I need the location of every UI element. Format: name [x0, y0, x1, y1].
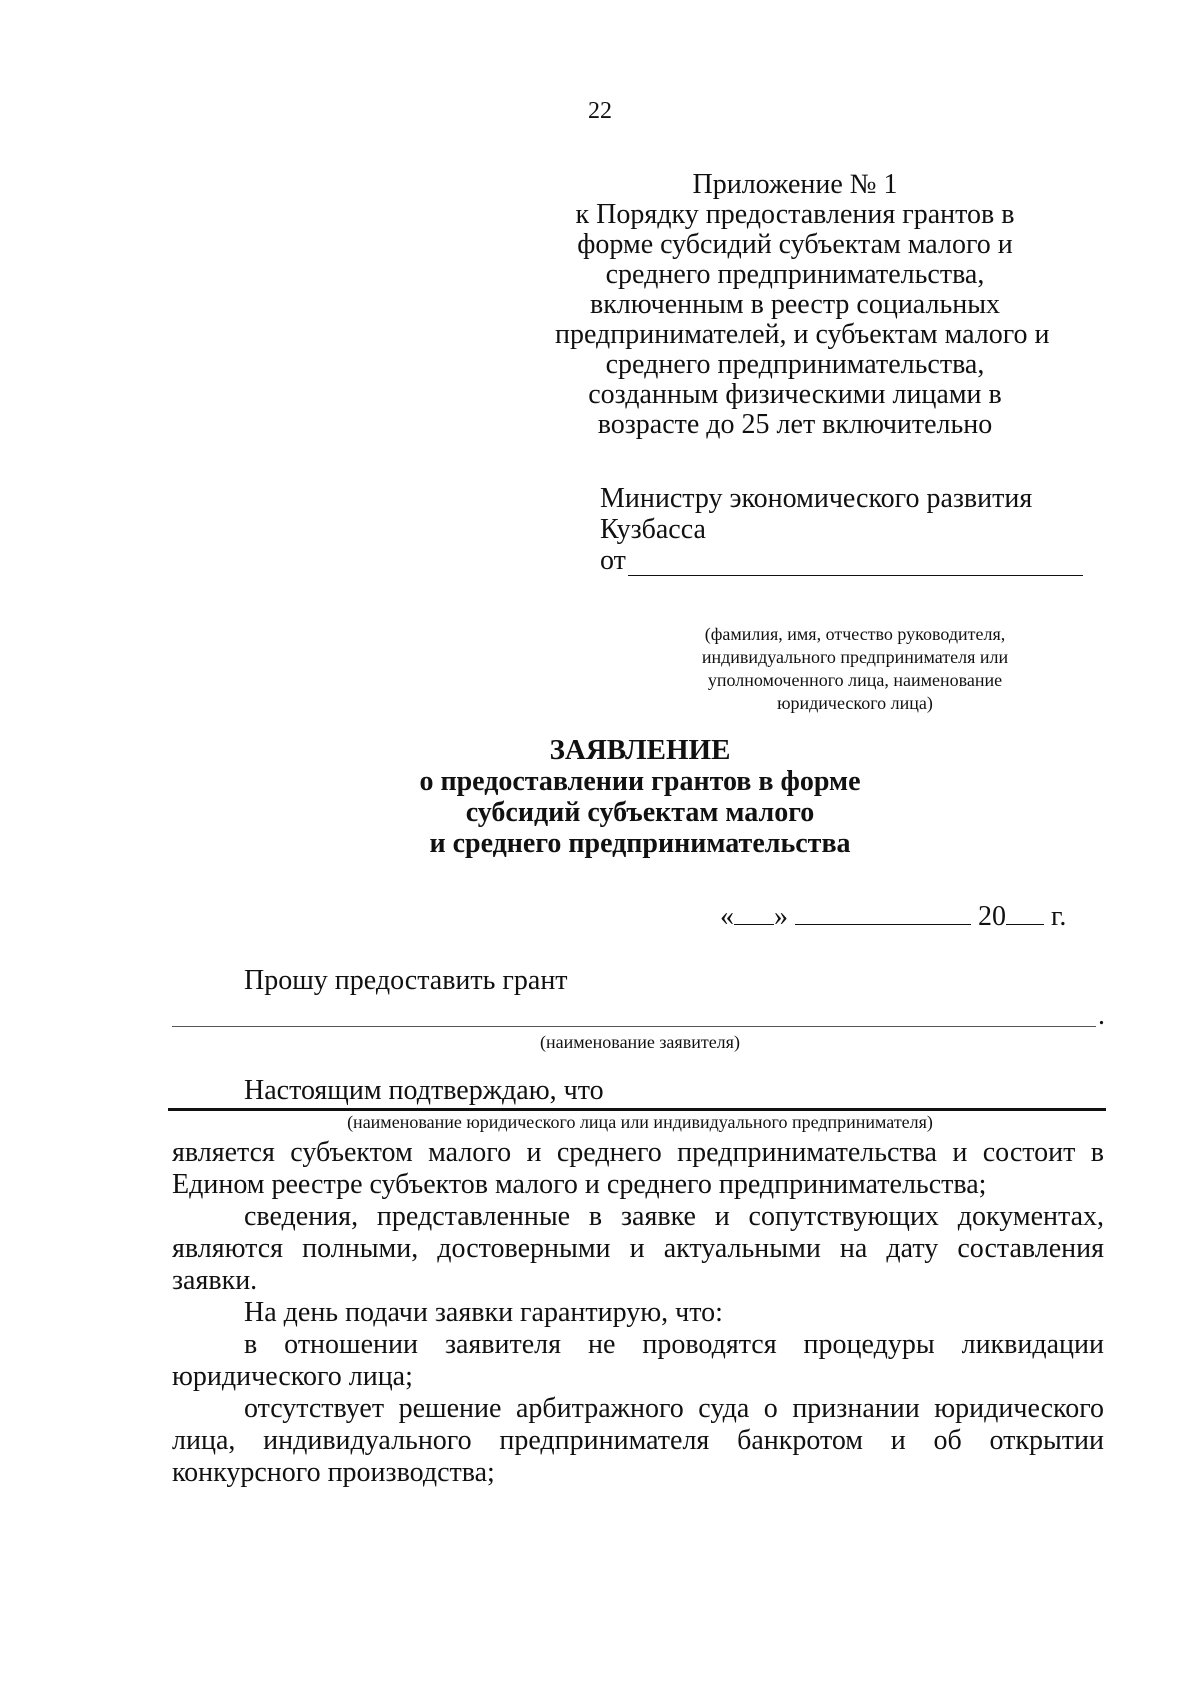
- addressee-caption-line: уполномоченного лица, наименование: [707, 670, 1003, 690]
- addressee-recipient: Министру экономического развития: [600, 483, 1033, 514]
- appendix-line: среднего предпринимательства,: [605, 259, 985, 290]
- appendix-line: к Порядку предоставления грантов в: [575, 199, 1015, 230]
- date-year-prefix: 20: [978, 901, 1006, 932]
- date-day-field[interactable]: [734, 900, 774, 925]
- addressee-caption-line: юридического лица): [777, 693, 933, 713]
- addressee-caption: [635, 623, 1075, 715]
- date-year-suffix: г.: [1051, 901, 1067, 932]
- addressee-block: [600, 483, 1090, 576]
- date-year-field[interactable]: [1006, 900, 1044, 925]
- request-end-mark: .: [1098, 1000, 1105, 1031]
- date-month-field[interactable]: [795, 900, 971, 925]
- addressee-caption-line: индивидуального предпринимателя или: [701, 647, 1009, 667]
- applicant-name-field[interactable]: [172, 1026, 1096, 1027]
- applicant-caption: (наименование заявителя): [540, 1032, 740, 1052]
- entity-caption: (наименование юридического лица или индивидуального предпринимателя): [347, 1112, 933, 1132]
- appendix-line: среднего предпринимательства,: [605, 349, 985, 380]
- paragraph: является субъектом малого и среднего предпринимательства и состоит в Едином реестре субъектов малого и среднего предпринимательства;: [172, 1137, 1104, 1200]
- date-close-quote: »: [774, 901, 788, 932]
- title-line: субсидий субъектам малого: [465, 797, 815, 828]
- body-text: [172, 1137, 1104, 1489]
- paragraph: сведения, представленные в заявке и сопутствующих документах, являются полными, достоверными и актуальными на дату составления заявки.: [172, 1201, 1104, 1296]
- entity-name-field[interactable]: [168, 1108, 1106, 1111]
- from-row: [600, 545, 1090, 576]
- appendix-line: Приложение № 1: [692, 169, 898, 200]
- page-number: 22: [588, 98, 612, 124]
- paragraph: отсутствует решение арбитражного суда о признании юридического лица, индивидуального предпринимателя банкротом и об открытии конкурсного производства;: [172, 1393, 1104, 1488]
- date-line: [720, 900, 1102, 933]
- document-title: [0, 735, 1200, 859]
- appendix-line: возрасте до 25 лет включительно: [597, 409, 993, 440]
- addressee-caption-line: (фамилия, имя, отчество руководителя,: [704, 624, 1006, 644]
- title-line: о предоставлении грантов в форме: [419, 766, 861, 797]
- request-text: Прошу предоставить грант: [244, 965, 568, 996]
- paragraph: в отношении заявителя не проводятся процедуры ликвидации юридического лица;: [172, 1329, 1104, 1392]
- appendix-heading: [555, 169, 1050, 440]
- from-label: от: [600, 545, 626, 576]
- appendix-line: созданным физическими лицами в: [588, 379, 1002, 410]
- confirm-text: Настоящим подтверждаю, что: [244, 1075, 604, 1106]
- paragraph: На день подачи заявки гарантирую, что:: [244, 1297, 723, 1328]
- from-blank-field[interactable]: [628, 551, 1083, 576]
- appendix-line: включенным в реестр социальных: [589, 289, 1001, 320]
- title-line: и среднего предпринимательства: [429, 828, 851, 859]
- appendix-line: предпринимателей, и субъектам малого и: [555, 319, 1050, 350]
- date-open-quote: «: [720, 901, 734, 932]
- title-main: ЗАЯВЛЕНИЕ: [549, 734, 731, 766]
- appendix-line: форме субсидий субъектам малого и: [577, 229, 1013, 260]
- addressee-region: Кузбасса: [600, 514, 706, 545]
